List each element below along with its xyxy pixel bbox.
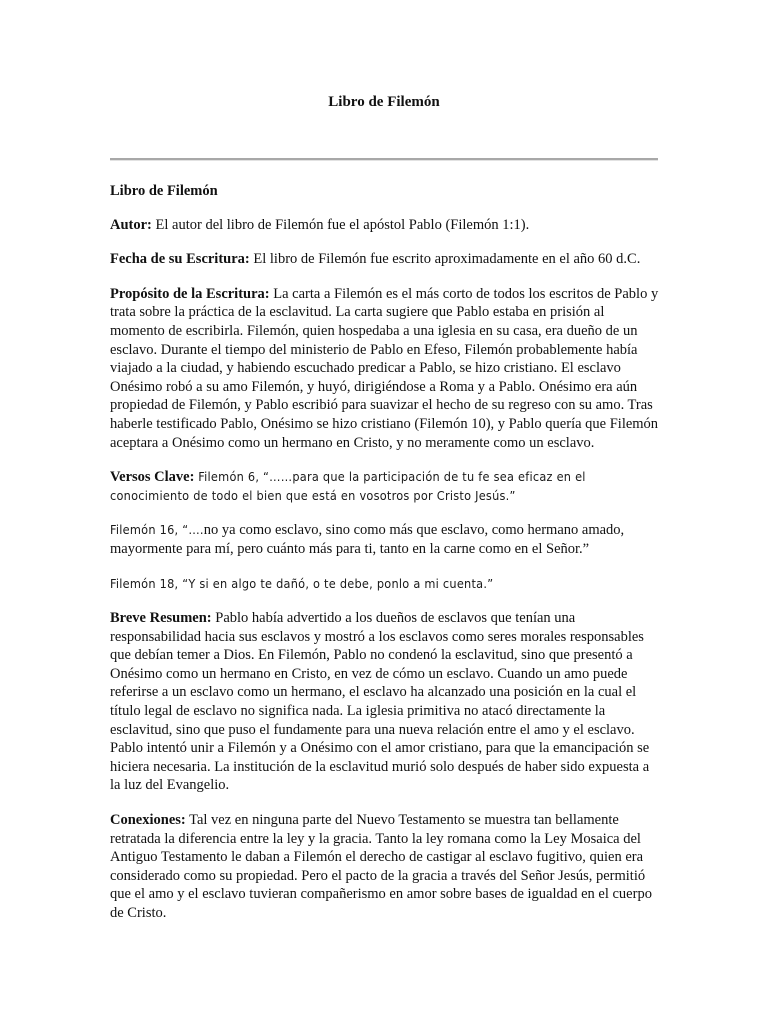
document-title: Libro de Filemón (328, 94, 440, 110)
horizontal-rule (110, 158, 658, 161)
verse-filemon-18: Filemón 18, “Y si en algo te dañó, o te debe, ponlo a mi cuenta.” (110, 575, 494, 591)
conexiones-paragraph (110, 811, 662, 923)
proposito-paragraph (110, 285, 662, 452)
versos-clave-paragraph (110, 468, 662, 505)
versos-clave-label: Versos Clave: (110, 469, 195, 486)
proposito-label: Propósito de la Escritura: (110, 285, 270, 302)
fecha-paragraph (110, 250, 662, 269)
proposito-text: La carta a Filemón es el más corto de todos los escritos de Pablo y trata sobre la práctica de la esclavitud. La carta sugiere que Pablo estaba en prisión al momento de escribirla. Filemón, quien hospedaba a una iglesia en su casa, era dueño de un esclavo. Durante el tiempo del ministerio de Pablo en Efeso, Filemón probablemente había viajado a la ciudad, y habiendo escuchado predicar a Pablo, se hizo cristiano. El esclavo Onésimo robó a su amo Filemón, y huyó, dirigiéndose a Roma y a Pablo. Onésimo era aún propiedad de Filemón, y Pablo escribió para suavizar el hecho de su regreso con su amo. Tras haberle testificado Pablo, Onésimo se hizo cristiano (Filemón 10), y Pablo quería que Filemón aceptara a Onésimo como un hermano en Cristo, y no meramente como un esclavo. (110, 285, 659, 451)
document-body (110, 182, 662, 939)
autor-paragraph (110, 216, 662, 235)
verse-filemon-18-paragraph (110, 575, 662, 594)
resumen-paragraph (110, 609, 662, 795)
fecha-label: Fecha de su Escritura: (110, 251, 250, 268)
autor-text: El autor del libro de Filemón fue el apóstol Pablo (Filemón 1:1). (151, 216, 530, 233)
verse-filemon-16-ref: Filemón 16, “…. (110, 522, 204, 538)
verse-filemon-16-paragraph (110, 521, 662, 558)
verse-filemon-6: Filemón 6, “……para que la participación de tu fe sea eficaz en el conocimiento de todo el bien que está en vosotros por Cristo Jesús.” (110, 469, 586, 503)
fecha-text: El libro de Filemón fue escrito aproximadamente en el año 60 d.C. (249, 251, 641, 268)
resumen-label: Breve Resumen: (110, 610, 212, 627)
resumen-text: Pablo había advertido a los dueños de esclavos que tenían una responsabilidad hacia sus esclavos y mostró a los esclavos como seres morales responsables que debían temer a Dios. En Filemón, Pablo no condenó la esclavitud, sino que presentó a Onésimo como un hermano en Cristo, en vez de cómo un esclavo. Cuando un amo puede referirse a un esclavo como un hermano, el esclavo ha alcanzado una posición en la cual el título legal de esclavo no significa nada. La iglesia primitiva no atacó directamente la esclavitud, sino que puso el fundamente para una nueva relación entre el amo y el esclavo. Pablo intentó unir a Filemón y a Onésimo con el amor cristiano, para que la emancipación se hiciera necesaria. La institución de la esclavitud murió solo después de haber sido expuesta a la luz del Evangelio. (110, 610, 650, 794)
verse-filemon-16-text: no ya como esclavo, sino como más que esclavo, como hermano amado, mayormente para mí, pero cuánto más para ti, tanto en la carne como en el Señor.” (110, 522, 625, 557)
conexiones-text: Tal vez en ninguna parte del Nuevo Testamento se muestra tan bellamente retratada la diferencia entre la ley y la gracia. Tanto la ley romana como la Ley Mosaica del Antiguo Testamento le daban a Filemón el derecho de castigar al esclavo fugitivo, quien era considerado como su propiedad. Pero el pacto de la gracia a través del Señor Jesús, permitió que el amo y el esclavo tuvieran compañerismo en amor sobre bases de igualdad en el cuerpo de Cristo. (110, 812, 652, 921)
conexiones-label: Conexiones: (110, 812, 186, 829)
autor-label: Autor: (110, 216, 152, 233)
section-heading: Libro de Filemón (110, 183, 218, 199)
